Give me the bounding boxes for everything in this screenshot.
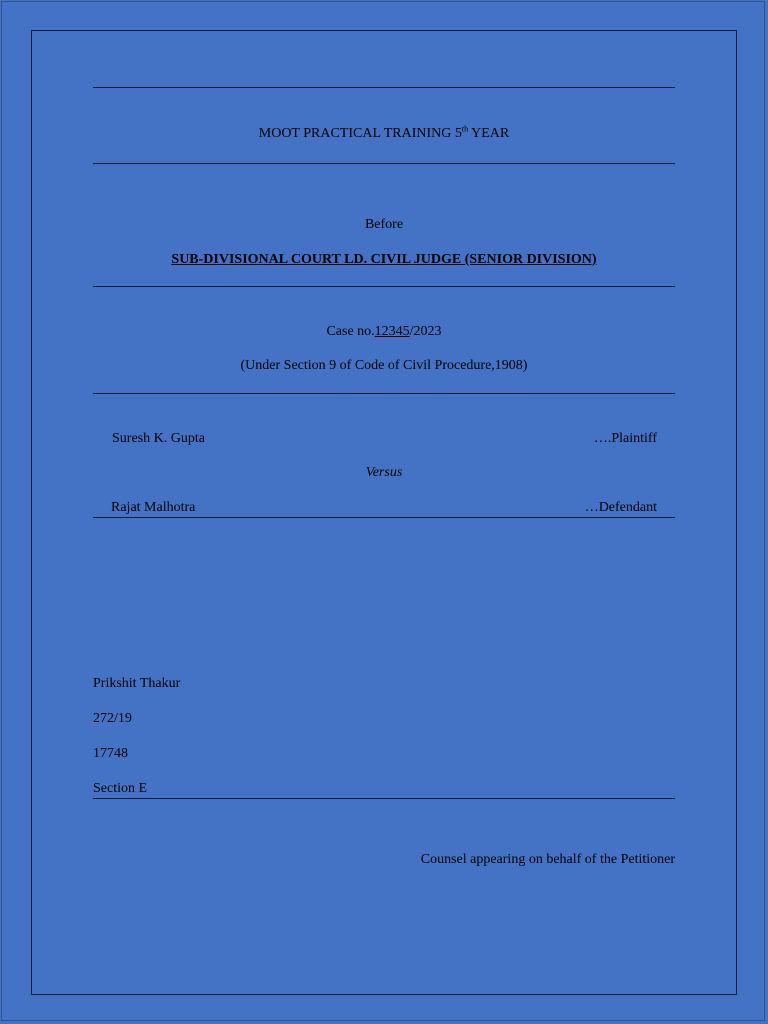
divider-top — [93, 87, 675, 88]
divider-court — [93, 286, 675, 287]
defendant-name: Rajat Malhotra — [111, 500, 196, 515]
case-section: (Under Section 9 of Code of Civil Procedure,1908) — [240, 358, 528, 373]
title-superscript: th — [461, 124, 469, 134]
before-label: Before — [364, 217, 404, 232]
defendant-role: …Defendant — [584, 500, 657, 515]
student-section: Section E — [93, 781, 148, 796]
divider-student — [93, 798, 675, 799]
student-roll: 272/19 — [93, 711, 132, 726]
title-text: MOOT PRACTICAL TRAINING 5 — [258, 126, 462, 141]
case-number-value: 12345 — [374, 324, 410, 339]
divider-title — [93, 163, 675, 164]
plaintiff-role: ….Plaintiff — [593, 431, 657, 446]
student-name: Prikshit Thakur — [93, 676, 181, 691]
plaintiff-name: Suresh K. Gupta — [112, 431, 205, 446]
title-suffix: YEAR — [468, 126, 510, 141]
student-id: 17748 — [93, 746, 128, 761]
counsel-statement: Counsel appearing on behalf of the Petitioner — [420, 852, 675, 867]
divider-parties — [93, 517, 675, 518]
divider-case — [93, 393, 675, 394]
document-title — [93, 125, 675, 143]
case-number — [93, 323, 675, 341]
case-year: /2023 — [409, 324, 442, 339]
case-prefix: Case no. — [326, 324, 375, 339]
versus-label: Versus — [365, 465, 403, 480]
court-name: SUB-DIVISIONAL COURT LD. CIVIL JUDGE (SENIOR DIVISION) — [171, 252, 597, 267]
